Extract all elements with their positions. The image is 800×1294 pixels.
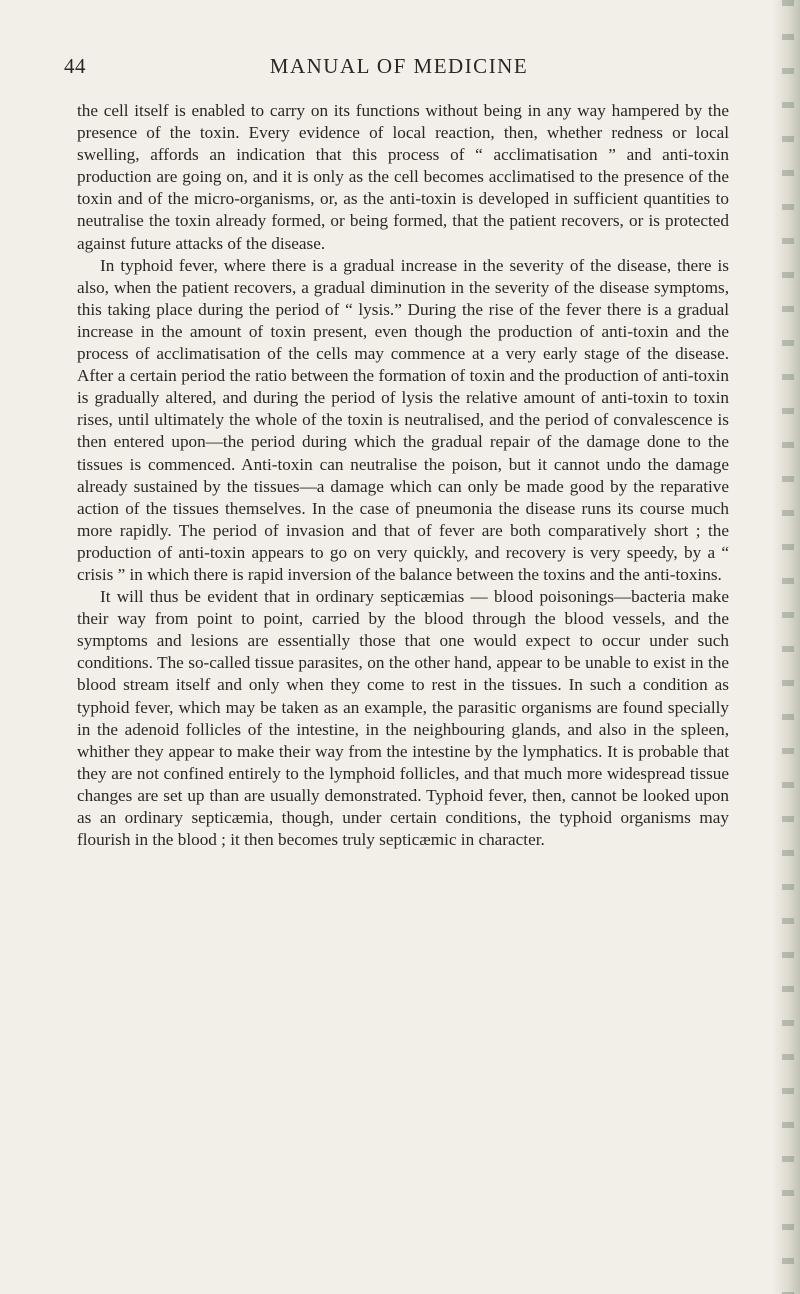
- paragraph-1: the cell itself is enabled to carry on its functions without being in any way hampered by the presence of the toxin. Every evidence of local reaction, then, whether redness or local swelling, affords an indication that this process of “ acclimatisation ” and anti-toxin production are going on, and it is only as the cell becomes acclimatised to the presence of the toxin and of the micro-organisms, or, as the anti-toxin is developed in sufficient quantities to neutralise the toxin already formed, or being formed, that the patient recovers, or is protected against future attacks of the disease.: [77, 101, 729, 253]
- page-header: [64, 54, 734, 84]
- paragraph-3: It will thus be evident that in ordinary septicæmias — blood poisonings—bacteria make their way from point to point, carried by the blood through the blood vessels, and the symptoms and lesions are essentially those that one would expect to occur under such conditions. The so-called tissue parasites, on the other hand, appear to be unable to exist in the blood stream itself and only when they come to rest in the tissues. In such a condition as typhoid fever, which may be taken as an example, the parasitic organisms are found specially in the adenoid follicles of the intestine, in the neighbouring glands, and also in the spleen, whither they appear to make their way from the intestine by the lymphatics. It is probable that they are not confined entirely to the lymphoid follicles, and that much more widespread tissue changes are set up than are usually demonstrated. Typhoid fever, then, cannot be looked upon as an ordinary septicæmia, though, under certain conditions, the typhoid organisms may flourish in the blood ; it then becomes truly septicæmic in character.: [77, 587, 729, 850]
- page-number: 44: [64, 54, 86, 78]
- body-text: [77, 100, 729, 851]
- binding-thread-marks: [782, 0, 794, 1294]
- paragraph-2: In typhoid fever, where there is a gradual increase in the severity of the disease, there is also, when the patient recovers, a gradual diminution in the severity of the disease symptoms, this taking place during the period of “ lysis.” During the rise of the fever there is a gradual increase in the amount of toxin present, even though the production of anti-toxin and the process of acclimatisation of the cells may commence at a very early stage of the disease. After a certain period the ratio between the formation of toxin and the production of anti-toxin is gradually altered, and during the period of lysis the relative amount of anti-toxin to toxin rises, until ultimately the whole of the toxin is neutralised, and the period of convalescence is then entered upon—the period during which the gradual repair of the damage done to the tissues is commenced. Anti-toxin can neutralise the poison, but it cannot undo the damage already sustained by the tissues—a damage which can only be made good by the reparative action of the tissues themselves. In the case of pneumonia the disease runs its course much more rapidly. The period of invasion and that of fever are both comparatively short ; the production of anti-toxin appears to go on very quickly, and recovery is very speedy, by a “ crisis ” in which there is rapid inversion of the balance between the toxins and the anti-toxins.: [77, 255, 729, 584]
- running-head: MANUAL OF MEDICINE: [269, 54, 529, 78]
